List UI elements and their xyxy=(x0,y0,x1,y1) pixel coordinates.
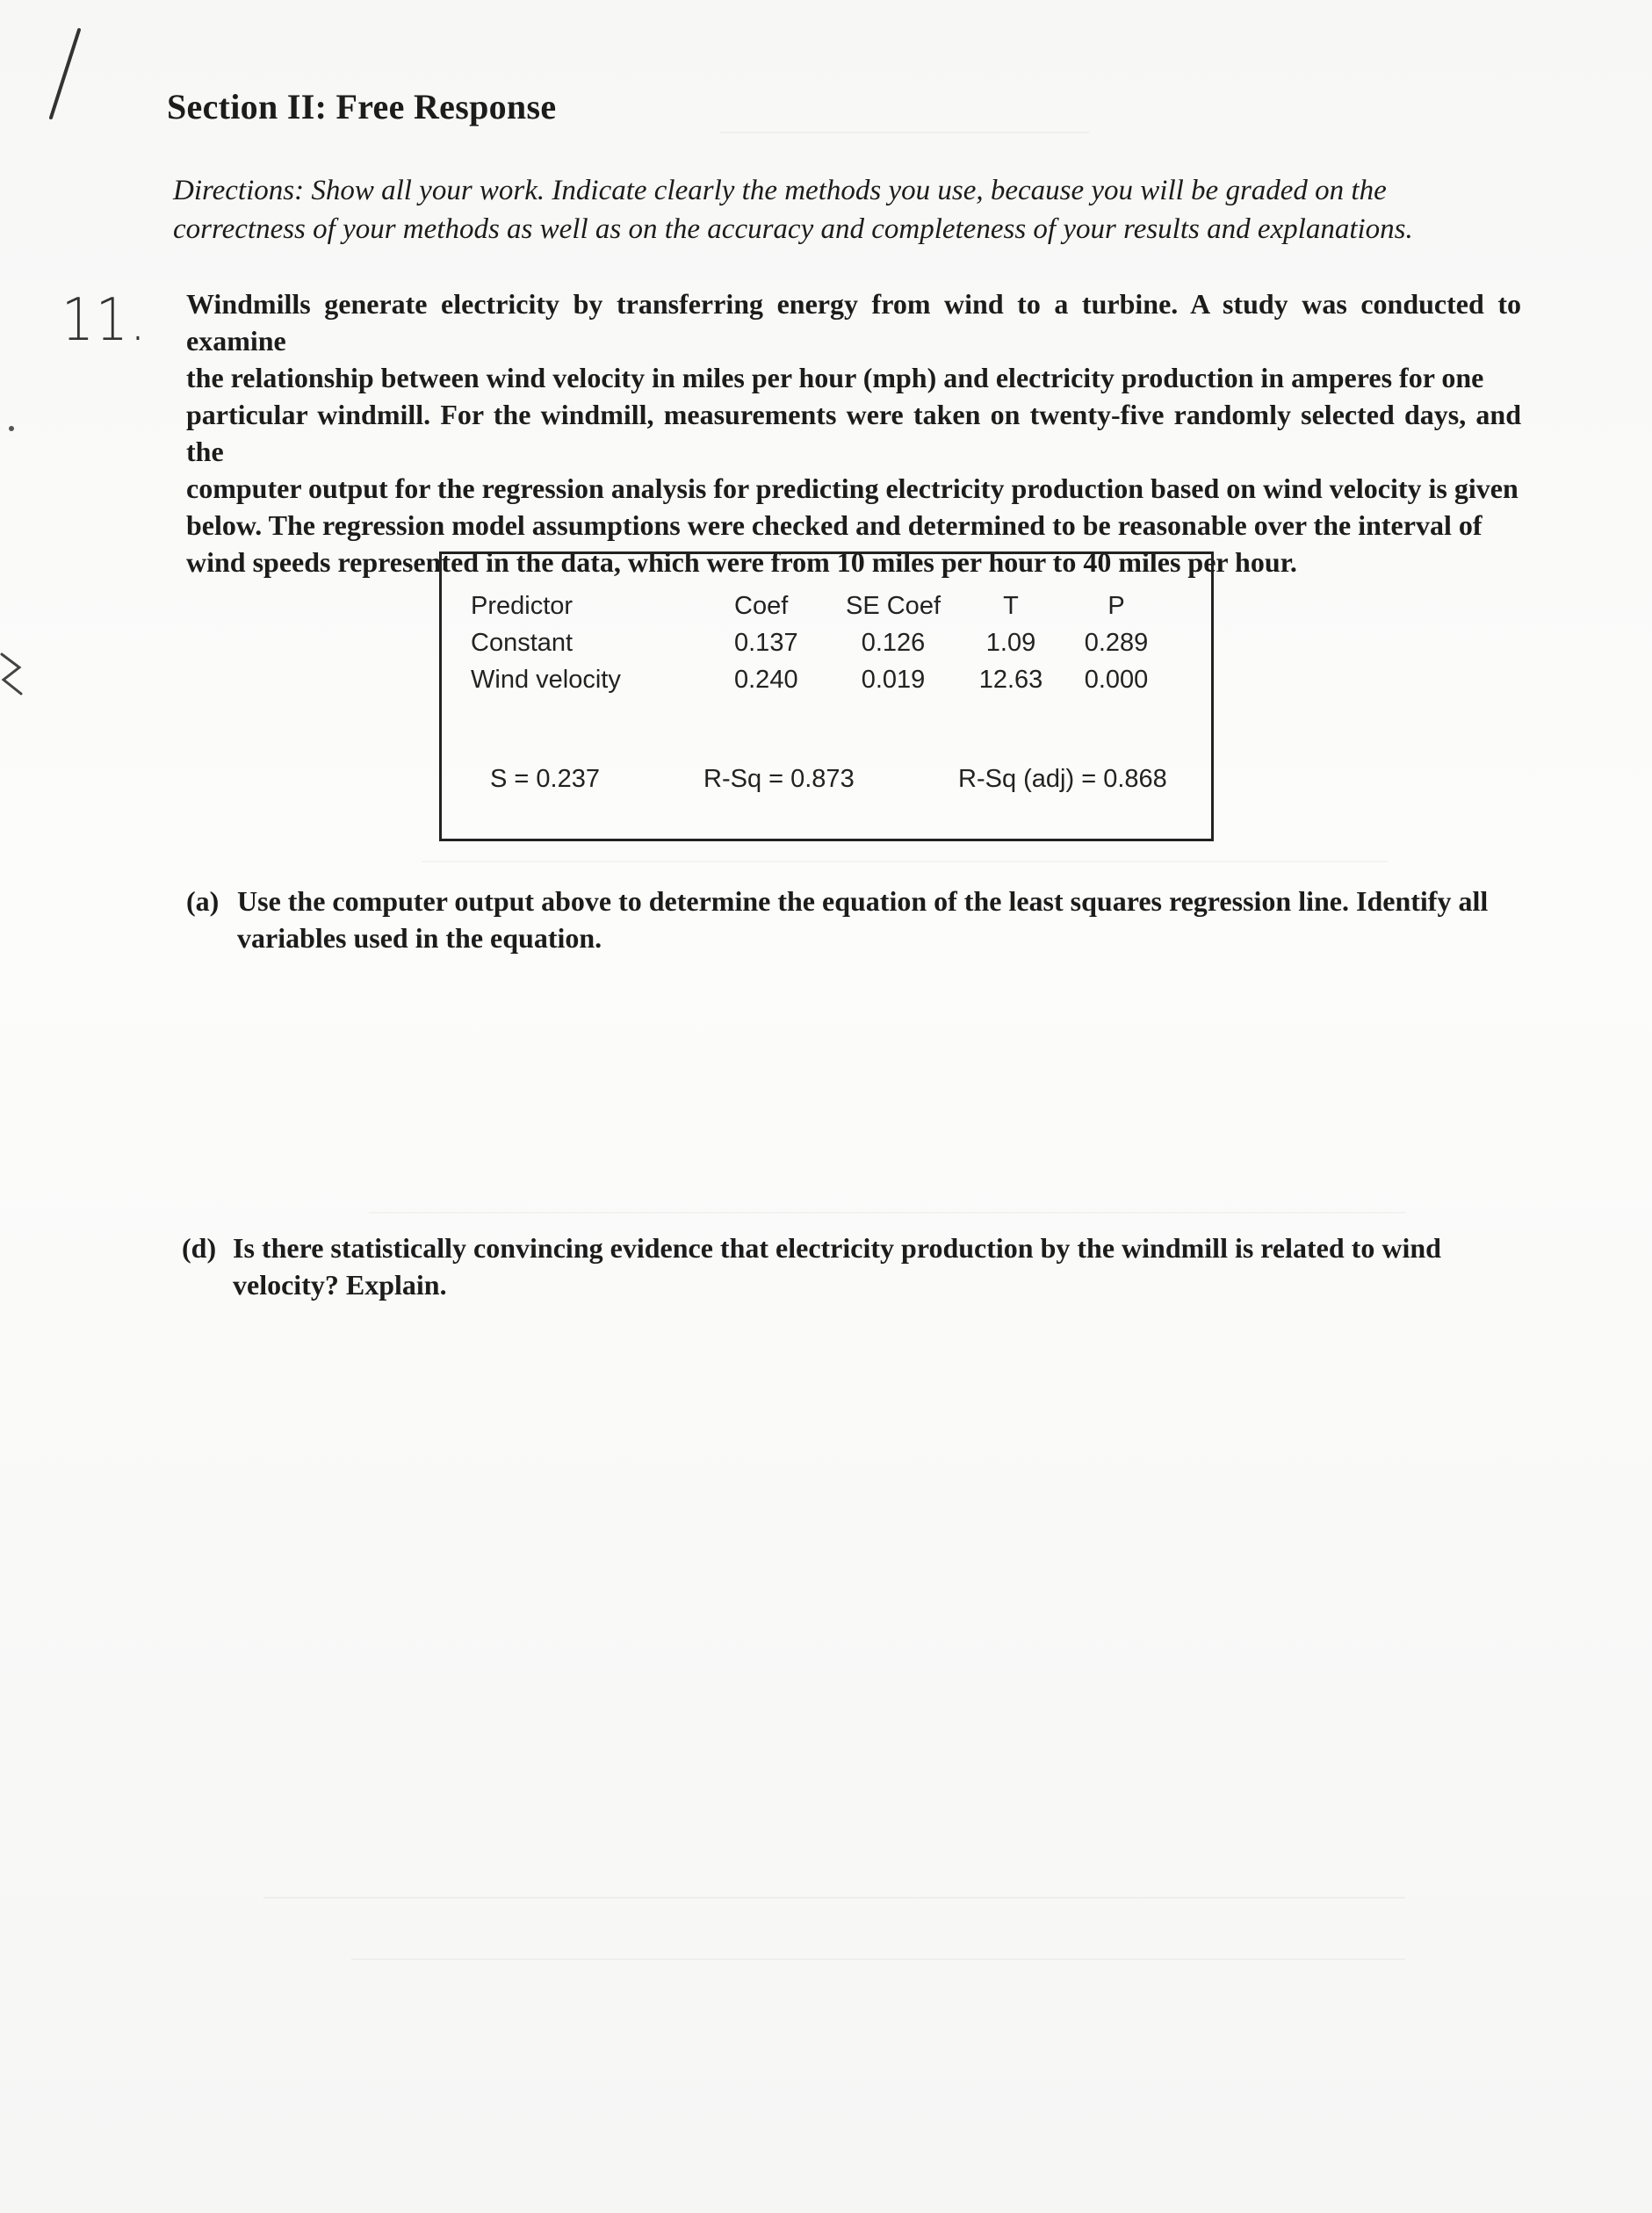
header-p: P xyxy=(1107,592,1125,620)
problem-line: particular windmill. For the windmill, measurements were taken on twenty-five randomly selected days, and the xyxy=(186,399,1521,467)
problem-line: wind speeds represented in the data, which were from 10 miles per hour to 40 miles per hour. xyxy=(186,546,1297,578)
table-row xyxy=(471,661,1165,698)
question-label: (d) xyxy=(182,1232,217,1264)
header-predictor: Predictor xyxy=(471,592,574,620)
directions-line: Directions: Show all your work. Indicate clearly the methods you use, because you will be graded on the xyxy=(173,175,1387,206)
cell-se-coef: 0.126 xyxy=(861,629,926,657)
section-title: Section II: Free Response xyxy=(167,87,557,126)
table-row xyxy=(471,624,1165,661)
bleed-through-line xyxy=(720,132,1089,133)
directions xyxy=(173,171,1517,249)
directions-line: correctness of your methods as well as on the accuracy and completeness of your results and explanations. xyxy=(173,213,1413,245)
stray-dot-mark xyxy=(4,422,18,436)
cell-coef: 0.240 xyxy=(734,666,798,694)
question-label: (a) xyxy=(186,885,220,917)
problem-line: computer output for the regression analysis for predicting electricity production based on wind velocity is given xyxy=(186,472,1519,504)
header-coef: Coef xyxy=(734,592,789,620)
handwritten-edge-mark xyxy=(0,650,26,703)
cell-se-coef: 0.019 xyxy=(861,666,926,694)
question-line: Is there statistically convincing evidence that electricity production by the windmill is related to wind xyxy=(233,1232,1441,1264)
question-line: variables used in the equation. xyxy=(237,922,602,954)
problem-line: Windmills generate electricity by transferring energy from wind to a turbine. A study was conducted to examine xyxy=(186,288,1521,357)
bleed-through-line xyxy=(422,861,1388,862)
question-d xyxy=(182,1229,1526,1303)
cell-t: 12.63 xyxy=(978,666,1043,694)
stat-r-sq: R-Sq = 0.873 xyxy=(703,765,855,793)
table-header-row xyxy=(471,587,1165,624)
question-line: Use the computer output above to determine the equation of the least squares regression line. Identify all xyxy=(237,885,1489,917)
bleed-through-line xyxy=(369,1212,1405,1214)
bleed-through-line xyxy=(351,1958,1405,1960)
cell-predictor: Wind velocity xyxy=(471,666,621,694)
bleed-through-line xyxy=(263,1897,1405,1899)
problem-line: below. The regression model assumptions were checked and determined to be reasonable over the interval of xyxy=(186,509,1482,541)
problem-statement xyxy=(186,285,1521,580)
handwritten-question-number: 11. xyxy=(61,285,148,355)
cell-p: 0.289 xyxy=(1084,629,1149,657)
question-text xyxy=(233,1229,1515,1303)
regression-output-box xyxy=(439,551,1214,841)
question-text xyxy=(237,883,1519,956)
handwritten-slash-mark xyxy=(44,26,88,123)
problem-line: the relationship between wind velocity in miles per hour (mph) and electricity production in amperes for one xyxy=(186,362,1484,393)
question-a xyxy=(186,883,1530,956)
cell-coef: 0.137 xyxy=(734,629,798,657)
cell-p: 0.000 xyxy=(1084,666,1149,694)
cell-predictor: Constant xyxy=(471,629,574,657)
regression-table xyxy=(471,587,1165,698)
header-t: T xyxy=(1003,592,1019,620)
question-line: velocity? Explain. xyxy=(233,1269,447,1301)
stat-s: S = 0.237 xyxy=(490,765,600,793)
header-se-coef: SE Coef xyxy=(846,592,941,620)
stat-r-sq-adj: R-Sq (adj) = 0.868 xyxy=(958,765,1167,793)
cell-t: 1.09 xyxy=(985,629,1036,657)
